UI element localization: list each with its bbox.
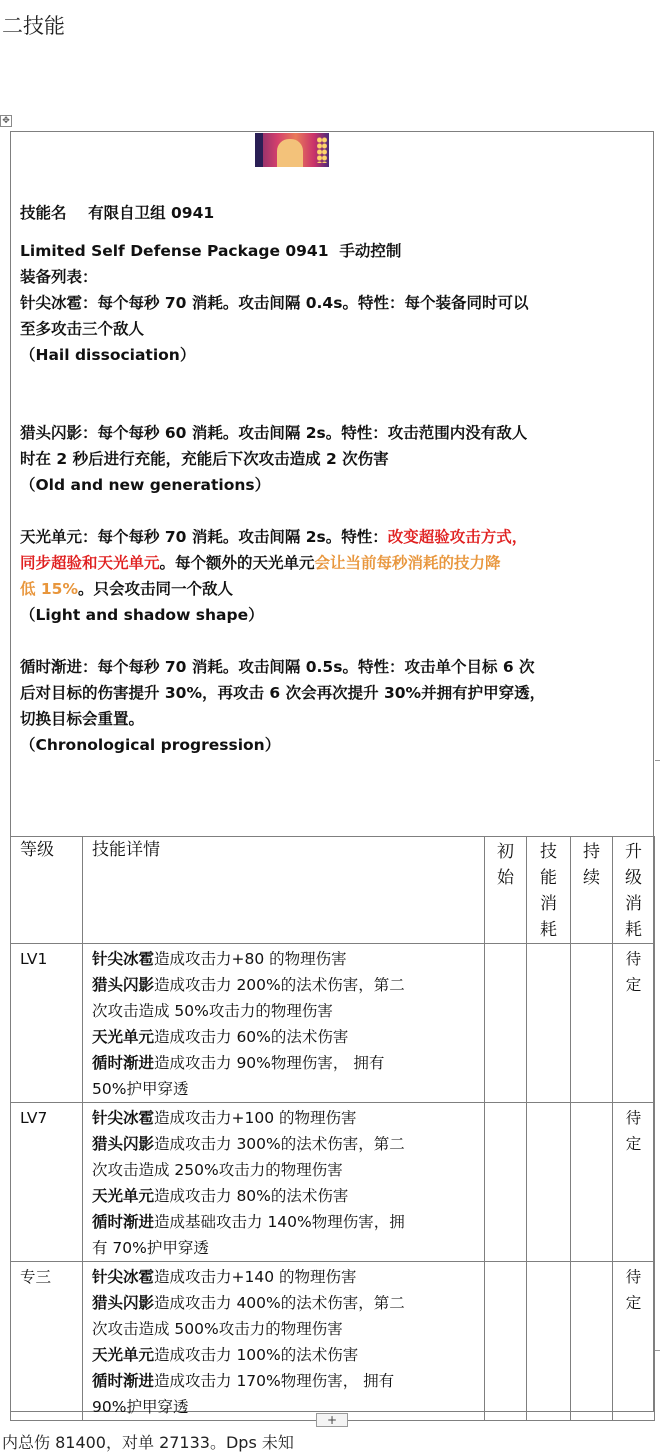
weapon-3-line-3 — [20, 576, 650, 602]
detail-line — [92, 1394, 475, 1420]
upgrade-cost-cell: 待 定 — [613, 944, 655, 1103]
weapon-name: 循时渐进 — [92, 1372, 155, 1390]
detail-text: 造成基础攻击力 140%物理伤害，拥 — [154, 1213, 405, 1231]
weapon-3-text: 天光单元：每个每秒 70 消耗。攻击间隔 2s。特性： — [20, 528, 388, 546]
weapon-1-line-2: 至多攻击三个敌人 — [20, 320, 145, 338]
detail-line — [92, 1183, 475, 1209]
section-title: 二技能 — [2, 14, 65, 38]
detail-line — [92, 1050, 475, 1076]
detail-text: 次攻击造成 250%攻击力的物理伤害 — [92, 1161, 343, 1179]
skill-name-line — [20, 200, 650, 226]
weapon-2-line-2: 时在 2 秒后进行充能，充能后下次攻击造成 2 次伤害 — [20, 450, 389, 468]
page-edge-marker — [655, 760, 660, 761]
detail-line — [92, 1368, 475, 1394]
detail-line — [92, 1157, 475, 1183]
detail-text: 造成攻击力 60%的法术伤害 — [154, 1028, 349, 1046]
duration-cell — [571, 1103, 613, 1262]
detail-line — [92, 1076, 475, 1102]
weapon-4-line-1: 循时渐进：每个每秒 70 消耗。攻击间隔 0.5s。特性：攻击单个目标 6 次 — [20, 658, 535, 676]
detail-text: 造成攻击力+100 的物理伤害 — [154, 1109, 357, 1127]
weapon-2-line-1: 猎头闪影：每个每秒 60 消耗。攻击间隔 2s。特性：攻击范围内没有敌人 — [20, 424, 528, 442]
weapon-name: 猎头闪影 — [92, 1294, 155, 1312]
detail-text: 造成攻击力 400%的法术伤害，第二 — [154, 1294, 405, 1312]
table-row — [11, 944, 655, 1103]
table-row — [11, 1103, 655, 1262]
detail-text: 造成攻击力 90%物理伤害， 拥有 — [154, 1054, 385, 1072]
initial-cell — [485, 1103, 527, 1262]
weapon-name: 猎头闪影 — [92, 976, 155, 994]
detail-line — [92, 972, 475, 998]
level-cell: LV1 — [11, 944, 83, 1103]
detail-line — [92, 1131, 475, 1157]
detail-text: 50%护甲穿透 — [92, 1080, 189, 1098]
detail-cell — [83, 1103, 485, 1262]
detail-line — [92, 1105, 475, 1131]
weapon-4-line-3: 切换目标会重置。 — [20, 710, 145, 728]
weapon-3-orange-highlight: 会让当前每秒消耗的技力降 — [314, 554, 501, 572]
detail-line — [92, 1235, 475, 1261]
skill-name-label: 技能名 — [20, 204, 67, 222]
add-row-button[interactable]: + — [316, 1413, 348, 1427]
level-cell: 专三 — [11, 1262, 83, 1421]
skill-cost-cell — [527, 944, 571, 1103]
weapon-3-orange-highlight: 低 15% — [20, 580, 78, 598]
weapon-1-english: （Hail dissociation） — [20, 346, 196, 364]
header-initial: 初 始 — [485, 837, 527, 944]
upgrade-cost-cell: 待 定 — [613, 1262, 655, 1421]
table-row — [11, 1262, 655, 1421]
weapon-name: 天光单元 — [92, 1028, 155, 1046]
initial-cell — [485, 1262, 527, 1421]
detail-line — [92, 1024, 475, 1050]
detail-text: 有 70%护甲穿透 — [92, 1239, 209, 1257]
level-cell: LV7 — [11, 1103, 83, 1262]
weapon-1-line-1: 针尖冰雹：每个每秒 70 消耗。攻击间隔 0.4s。特性：每个装备同时可以 — [20, 294, 529, 312]
skill-english-line — [20, 238, 650, 264]
detail-text: 造成攻击力 100%的法术伤害 — [154, 1346, 359, 1364]
detail-line — [92, 1209, 475, 1235]
header-skill-cost: 技 能 消 耗 — [527, 837, 571, 944]
detail-text: 次攻击造成 50%攻击力的物理伤害 — [92, 1002, 333, 1020]
header-level: 等级 — [11, 837, 83, 944]
upgrade-cost-cell: 待 定 — [613, 1103, 655, 1262]
duration-cell — [571, 1262, 613, 1421]
detail-text: 造成攻击力 200%的法术伤害，第二 — [154, 976, 405, 994]
weapon-name: 循时渐进 — [92, 1213, 155, 1231]
header-duration: 持 续 — [571, 837, 613, 944]
detail-cell — [83, 1262, 485, 1421]
detail-text: 造成攻击力 300%的法术伤害，第二 — [154, 1135, 405, 1153]
weapon-3-english: （Light and shadow shape） — [20, 606, 264, 624]
detail-line — [92, 1316, 475, 1342]
level-table — [10, 836, 655, 1421]
equipment-list-label: 装备列表： — [20, 268, 98, 286]
duration-cell — [571, 944, 613, 1103]
weapon-name: 猎头闪影 — [92, 1135, 155, 1153]
skill-english-name: Limited Self Defense Package 0941 — [20, 242, 329, 260]
weapon-2-english: （Old and new generations） — [20, 476, 271, 494]
page-edge-marker — [655, 1350, 660, 1351]
detail-text: 造成攻击力 170%物理伤害， 拥有 — [154, 1372, 395, 1390]
detail-text: 90%护甲穿透 — [92, 1398, 189, 1416]
detail-text: 造成攻击力 80%的法术伤害 — [154, 1187, 349, 1205]
skill-name-value: 有限自卫组 0941 — [88, 204, 215, 222]
detail-line — [92, 998, 475, 1024]
weapon-name: 针尖冰雹 — [92, 1109, 155, 1127]
detail-line — [92, 946, 475, 972]
initial-cell — [485, 944, 527, 1103]
weapon-3-text: 。每个额外的天光单元 — [159, 554, 315, 572]
skill-cost-cell — [527, 1262, 571, 1421]
weapon-3-line-1 — [20, 524, 650, 550]
weapon-4-line-2: 后对目标的伤害提升 30%，再攻击 6 次会再次提升 30%并拥有护甲穿透， — [20, 684, 546, 702]
skill-control-type: 手动控制 — [339, 242, 402, 260]
weapon-name: 循时渐进 — [92, 1054, 155, 1072]
table-move-handle-icon[interactable]: ✥ — [0, 115, 12, 127]
detail-line — [92, 1264, 475, 1290]
damage-summary: 内总伤 81400，对单 27133。Dps 未知 — [2, 1433, 294, 1452]
detail-text: 造成攻击力+140 的物理伤害 — [154, 1268, 357, 1286]
skill-thumbnail-image — [255, 133, 329, 167]
weapon-name: 针尖冰雹 — [92, 1268, 155, 1286]
detail-text: 造成攻击力+80 的物理伤害 — [154, 950, 347, 968]
weapon-name: 天光单元 — [92, 1187, 155, 1205]
detail-text: 次攻击造成 500%攻击力的物理伤害 — [92, 1320, 343, 1338]
weapon-name: 针尖冰雹 — [92, 950, 155, 968]
weapon-3-text: 。只会攻击同一个敌人 — [78, 580, 234, 598]
weapon-3-red-highlight: 同步超验和天光单元 — [20, 554, 160, 572]
skill-cost-cell — [527, 1103, 571, 1262]
weapon-3-line-2 — [20, 550, 650, 576]
header-detail: 技能详情 — [83, 837, 485, 944]
header-upgrade-cost: 升 级 消 耗 — [613, 837, 655, 944]
detail-cell — [83, 944, 485, 1103]
table-header-row — [11, 837, 655, 944]
detail-line — [92, 1342, 475, 1368]
weapon-4-english: （Chronological progression） — [20, 736, 281, 754]
weapon-3-red-highlight: 改变超验攻击方式， — [387, 528, 528, 546]
detail-line — [92, 1290, 475, 1316]
weapon-name: 天光单元 — [92, 1346, 155, 1364]
